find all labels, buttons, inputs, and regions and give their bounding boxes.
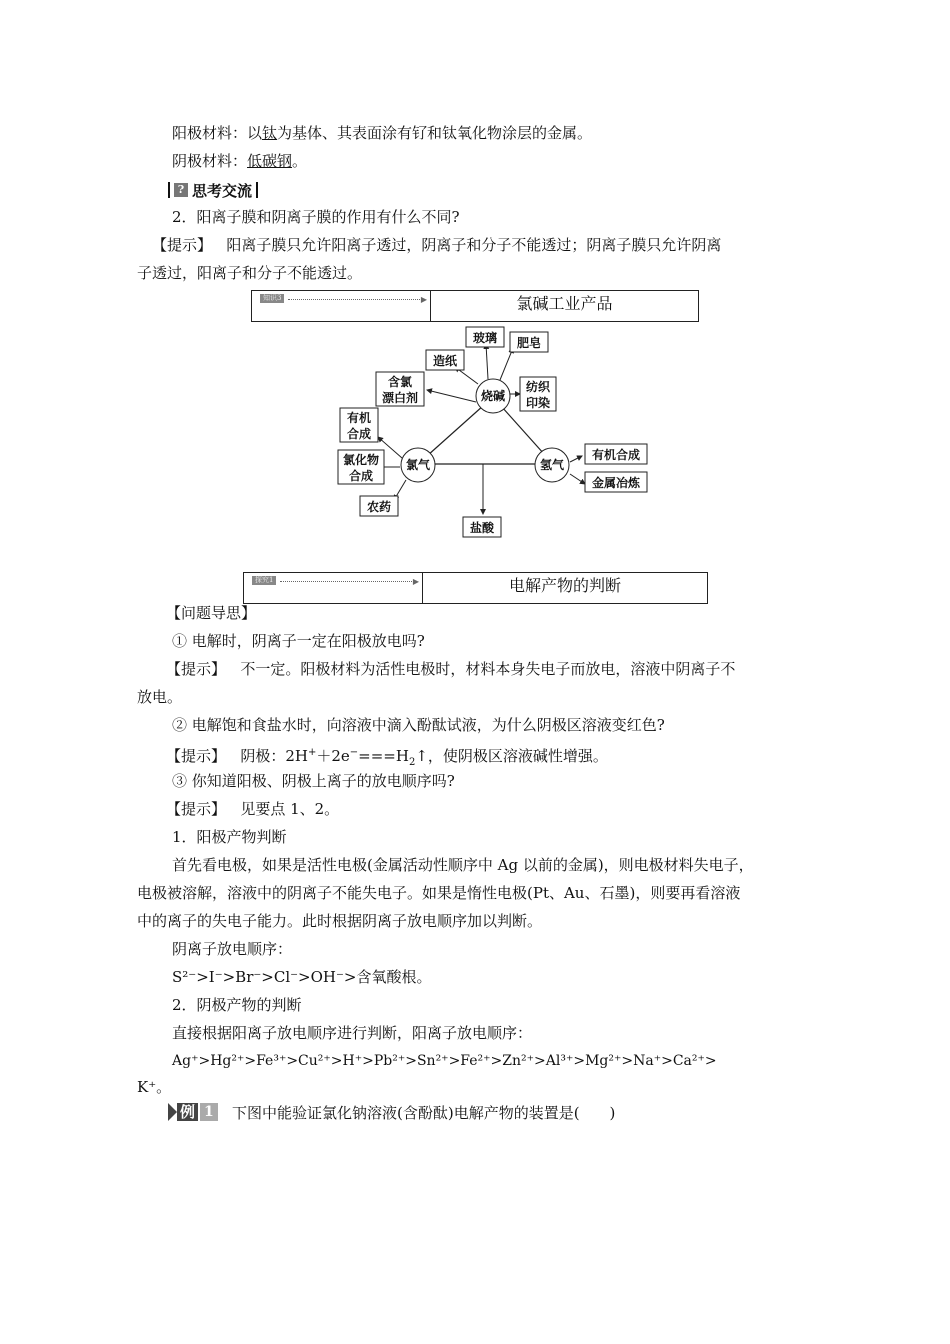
organic-label: 有机	[346, 411, 372, 425]
chlorine-containing-label: 含氯	[387, 375, 413, 389]
anion-order-label: 阴离子放电顺序：	[172, 940, 293, 958]
think-title: 思考交流	[192, 181, 253, 200]
question-icon: ?	[174, 183, 188, 197]
anion-order: S²⁻>I⁻>Br⁻>Cl⁻>OH⁻>含氧酸根。	[172, 968, 432, 986]
glass-label: 玻璃	[472, 331, 498, 345]
banner-tag-area	[252, 291, 431, 321]
guide-a1-line1: 【提示】 不一定。阳极材料为活性电极时，材料本身失电子而放电，溶液中阴离子不	[166, 660, 736, 678]
guide-q1: ① 电解时，阴离子一定在阳极放电吗?	[172, 632, 425, 650]
caustic-label: 烧碱	[480, 389, 506, 403]
example-badge	[168, 1103, 218, 1121]
pesticide-label: 农药	[366, 500, 392, 514]
example-label: 例	[177, 1103, 198, 1121]
arrow-icon-2: ▶	[412, 577, 419, 586]
soap-label: 肥皂	[516, 336, 542, 350]
point1-line3: 中的离子的失电子能力。此时根据阴离子放电顺序加以判断。	[137, 912, 543, 930]
guide-a3: 【提示】 见要点 1、2。	[166, 800, 340, 818]
low-carbon-steel-term: 低碳钢	[247, 152, 293, 170]
question-2: 2．阳离子膜和阴离子膜的作用有什么不同?	[172, 208, 460, 226]
guide-q2: ② 电解饱和食盐水时，向溶液中滴入酚酞试液，为什么阴极区溶液变红色?	[172, 716, 665, 734]
hcl-label: 盐酸	[469, 521, 495, 535]
knowledge-title: 氯碱工业产品	[516, 294, 613, 313]
explore-tag: 探究1	[252, 576, 276, 585]
dotted-line	[288, 299, 424, 300]
knowledge-banner	[251, 290, 699, 322]
explore-title: 电解产物的判断	[508, 576, 621, 595]
metal-smelting-label: 金属冶炼	[591, 476, 641, 490]
cation-order-line1: Ag⁺>Hg²⁺>Fe³⁺>Cu²⁺>H⁺>Pb²⁺>Sn²⁺>Fe²⁺>Zn²⁺>Al³⁺>Mg²⁺>Na⁺>Ca²⁺>	[172, 1053, 717, 1069]
chloride-label: 氯化物	[342, 453, 380, 467]
triangle-icon	[168, 1103, 177, 1121]
chlorine-label: 氯气	[405, 458, 431, 472]
anode-material-line: 阳极材料：以钛为基体、其表面涂有钌和钛氧化物涂层的金属。	[172, 124, 593, 142]
point1-line1: 首先看电极，如果是活性电极(金属活动性顺序中 Ag 以前的金属)，则电极材料失电子，	[172, 856, 754, 874]
titanium-term: 钛	[262, 124, 278, 142]
explore-banner	[243, 572, 708, 604]
example-question: 下图中能验证氯化钠溶液(含酚酞)电解产物的装置是( )	[232, 1104, 616, 1122]
q2-hint-line1: 【提示】 阳离子膜只允许阳离子透过，阴离子和分子不能透过；阴离子膜只允许阴离	[152, 236, 722, 254]
explore-tag-area	[244, 573, 423, 603]
point1-line2: 电极被溶解，溶液中的阴离子不能失电子。如果是惰性电极(Pt、Au、石墨)，则要再看溶液	[137, 884, 741, 902]
q2-hint-line2: 子透过，阳离子和分子不能透过。	[137, 264, 363, 282]
knowledge-tag: 知识3	[260, 294, 284, 303]
guide-q3: ③ 你知道阳极、阴极上离子的放电顺序吗?	[172, 772, 455, 790]
organic-synthesis-label: 有机合成	[591, 448, 641, 462]
guide-a1-line2: 放电。	[137, 688, 183, 706]
cathode-material-line: 阴极材料：低碳钢。	[172, 152, 308, 170]
textile-label: 纺织	[525, 380, 551, 394]
dotted-line-2	[280, 581, 416, 582]
guide-heading: 【问题导思】	[166, 604, 257, 622]
point1-title: 1．阳极产物判断	[172, 828, 287, 846]
point2-title: 2．阴极产物的判断	[172, 996, 302, 1014]
chloride-synthesis-label: 合成	[348, 469, 374, 483]
arrow-icon: ▶	[420, 295, 427, 304]
guide-a2: 【提示】 阴极：$2H^++2e^-===H_2↑$，使阴极区溶液碱性增强。	[166, 747, 608, 768]
bleach-label: 漂白剂	[381, 391, 419, 405]
dyeing-label: 印染	[525, 396, 551, 410]
chlor-alkali-diagram	[330, 322, 660, 544]
point2-line1: 直接根据阳离子放电顺序进行判断，阳离子放电顺序：	[172, 1024, 533, 1042]
bar-left	[168, 182, 170, 198]
think-exchange-heading	[168, 180, 258, 200]
example-number: 1	[200, 1103, 218, 1121]
bar-right	[256, 182, 258, 198]
cation-order-line2: K⁺。	[137, 1078, 172, 1096]
hydrogen-label: 氢气	[539, 458, 565, 472]
synthesis-label: 合成	[346, 427, 372, 441]
paper-label: 造纸	[432, 354, 458, 368]
